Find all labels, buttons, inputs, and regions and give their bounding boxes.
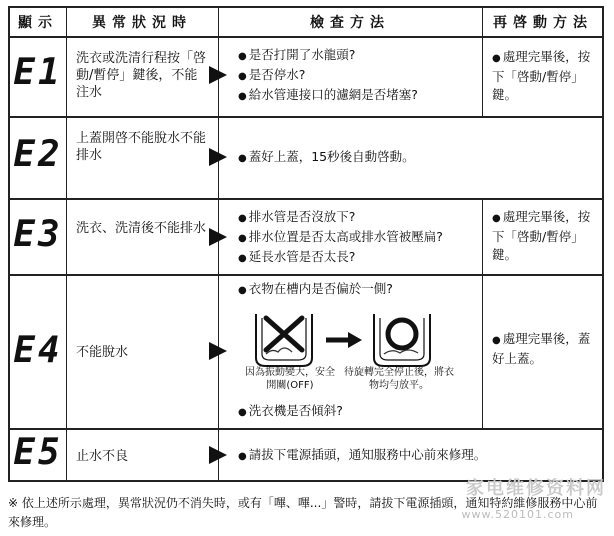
error-code-e5: E5 (13, 432, 63, 473)
check-item: ● 排水管是否沒放下? (238, 208, 482, 228)
restart-e1 (492, 48, 602, 104)
header-restart: 再啓動方法 (493, 15, 593, 31)
error-code-e3: E3 (13, 214, 63, 255)
error-code-e4: E4 (13, 330, 63, 371)
checks-e4-top (238, 280, 482, 300)
restart-text: ● 處理完畢後，按下「啓動/暫停」鍵。 (492, 49, 590, 102)
arrow-right-icon (209, 66, 227, 84)
checks-e2 (238, 148, 598, 168)
error-code-e1: E1 (13, 52, 63, 93)
arrow-right-icon (209, 228, 227, 246)
check-item: ● 是否停水? (238, 66, 482, 86)
unbalanced-tub-icon (256, 314, 312, 366)
arrow-right-icon (209, 148, 227, 166)
restart-text: ● 處理完畢後，蓋好上蓋。 (492, 331, 590, 366)
row-divider (10, 116, 602, 118)
checks-e4-bottom (238, 402, 482, 422)
diagram-caption-bad: 因為振動變大，安全開關(OFF) (245, 367, 335, 391)
checks-e5 (238, 446, 598, 466)
arrow-right-icon (326, 332, 362, 348)
check-item: ● 排水位置是否太高或排水管被壓扁? (238, 228, 482, 248)
arrow-right-icon (209, 446, 227, 464)
check-item: ● 衣物在槽内是否偏於一側? (238, 280, 482, 300)
check-item: ● 請拔下電源插頭，通知服務中心前來修理。 (238, 446, 598, 466)
restart-text: ● 處理完畢後，按下「啓動/暫停」鍵。 (492, 209, 590, 262)
header-divider (10, 36, 602, 38)
footer-note: ※ 依上述所示處理，異常狀況仍不消失時，或有「嗶、嗶...」警時，請拔下電源插頭，通知特約維修服務中心前來修理。 (8, 496, 598, 529)
condition-e2: 上蓋開啓不能脫水不能排水 (76, 131, 207, 163)
check-item: ● 延長水管是否太長? (238, 248, 482, 268)
balanced-tub-icon (374, 314, 430, 366)
header-display: 顯示 (18, 15, 58, 31)
error-code-e2: E2 (13, 134, 63, 175)
checks-e1 (238, 46, 482, 106)
restart-e3 (492, 208, 602, 264)
condition-e3: 洗衣、洗清後不能排水 (76, 221, 207, 236)
row-divider (10, 198, 602, 200)
row-divider (10, 274, 602, 276)
restart-e4 (492, 330, 602, 368)
condition-e5: 止水不良 (76, 449, 129, 464)
check-item: ● 蓋好上蓋，15秒後自動啓動。 (238, 148, 598, 168)
check-item: ● 洗衣機是否傾斜? (238, 402, 482, 422)
header-condition: 異常狀況時 (92, 15, 192, 31)
check-item: ● 給水管連接口的濾網是否堵塞? (238, 86, 482, 106)
check-item: ● 是否打開了水龍頭? (238, 46, 482, 66)
row-divider (10, 428, 602, 430)
condition-e4: 不能脫水 (76, 345, 129, 360)
header-check: 檢查方法 (310, 15, 390, 31)
error-code-table (8, 6, 604, 482)
diagram-caption-good: 待旋轉完全停止後，將衣物均勻放平。 (344, 367, 454, 391)
col-divider (482, 198, 483, 428)
watermark-url: www.520101.com (461, 508, 574, 521)
col-divider (66, 8, 67, 480)
checks-e3 (238, 208, 482, 268)
condition-e1: 洗衣或洗清行程按「啓動/暫停」鍵後，不能注水 (76, 51, 207, 100)
watermark-text: 家电维修资料网 (466, 478, 606, 499)
arrow-right-icon (209, 342, 227, 360)
